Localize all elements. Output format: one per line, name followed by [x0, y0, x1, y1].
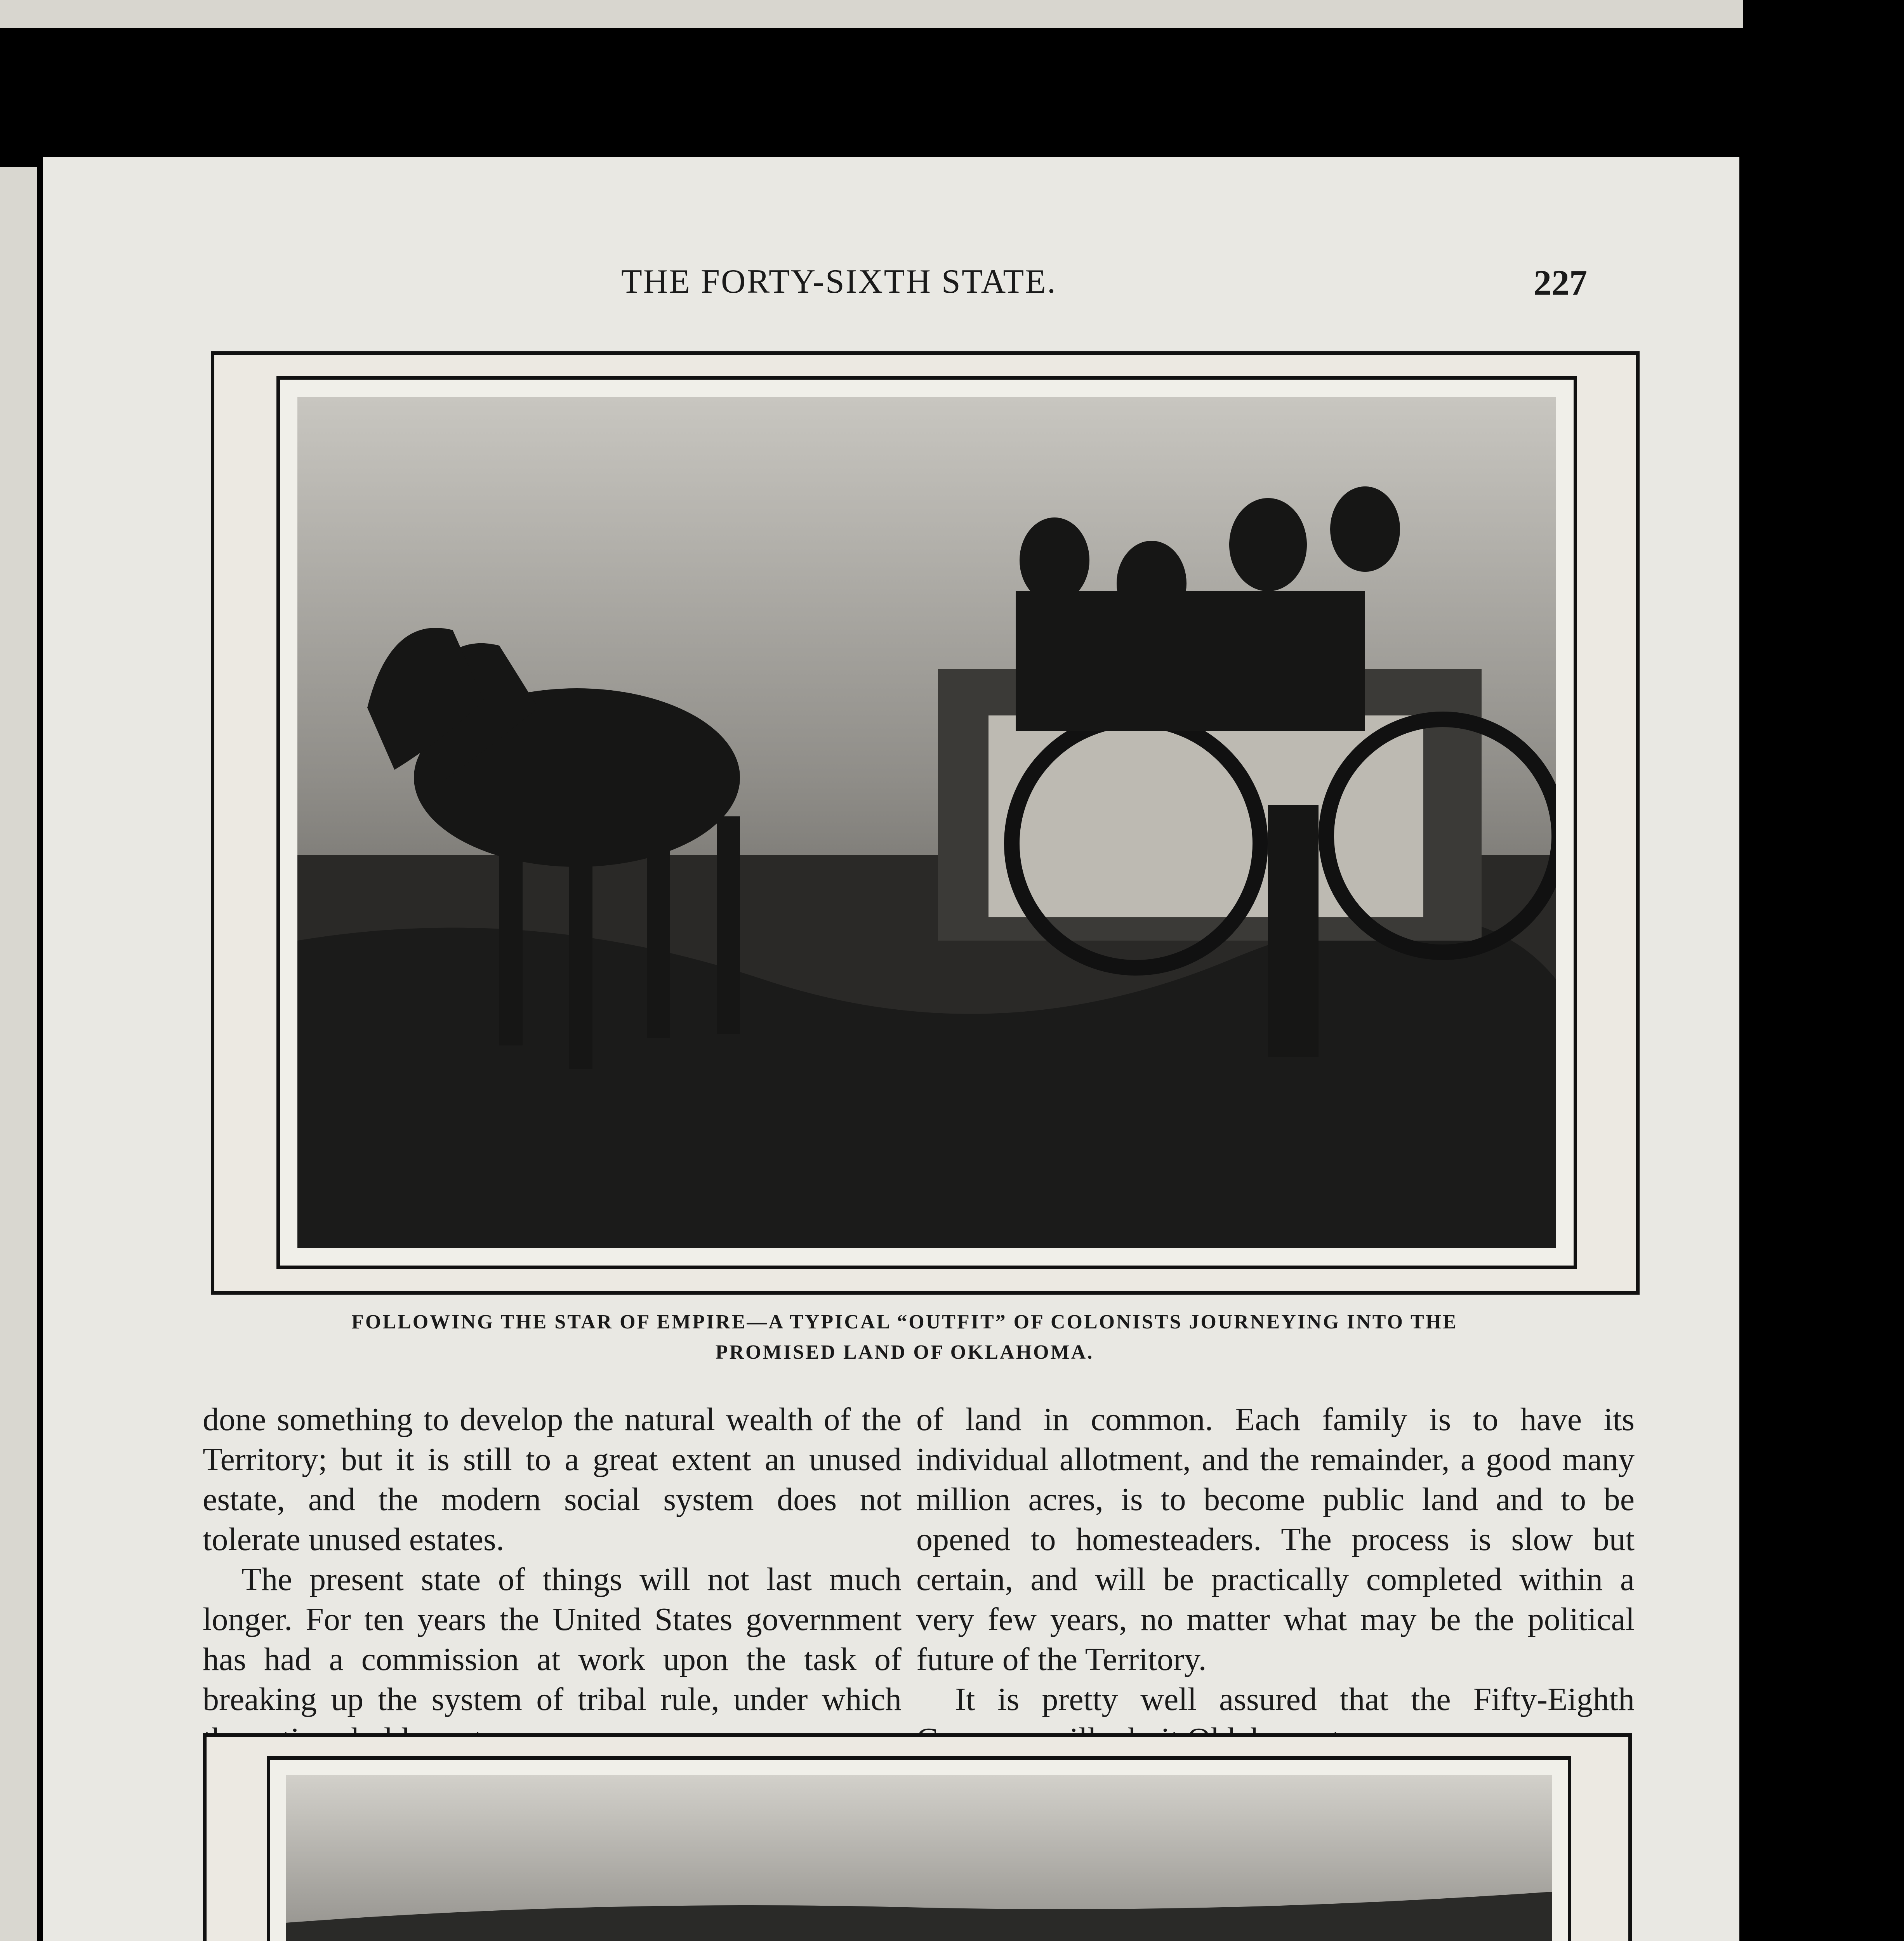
camp-photo-illustration [286, 1775, 1552, 1941]
text-column-left [203, 1399, 902, 1759]
figure-wagon-caption [175, 1307, 1635, 1368]
left-paragraph-2: The present state of things will not last much longer. For ten years the United States government has had a commission at work upon the task of breaking up the system of tribal rule, under which [203, 1561, 902, 1717]
right-paragraph-2: It is pretty well assured that the Fifty-Eighth [955, 1681, 1635, 1717]
wagon-photo-illustration [297, 397, 1556, 1248]
magazine-page [43, 157, 1739, 1941]
figure-wagon-caption-line2: PROMISED LAND OF OKLAHOMA. [715, 1341, 1094, 1363]
text-column-right [916, 1399, 1635, 1759]
previous-page-edge [0, 0, 1743, 28]
wagon-photograph [297, 397, 1556, 1248]
page-number: 227 [1534, 263, 1587, 302]
camp-photograph [286, 1775, 1552, 1941]
facing-page-edge [0, 167, 37, 1941]
figure-camp-plate [203, 1733, 1632, 1941]
figure-wagon-frame [276, 376, 1577, 1269]
figure-wagon-caption-line1: FOLLOWING THE STAR OF EMPIRE—A TYPICAL “OUTFIT” OF COLONISTS JOURNEYING INTO THE [351, 1311, 1458, 1333]
figure-camp-frame [267, 1756, 1571, 1941]
running-head: THE FORTY-SIXTH STATE. [621, 263, 1057, 300]
page-header [43, 262, 1587, 324]
figure-wagon-plate [211, 351, 1640, 1295]
right-paragraph-1: of land in common. Each family is to have its individual allotment, and the remainder, a good many million acres, is to become public land and to be opened to homesteaders. The process is slow but certain, and will be practically completed within a very few years, no matter what may be the political future of the Territory. [916, 1401, 1635, 1677]
left-paragraph-1: done something to develop the natural wealth of the Territory; but it is still to a great extent an unused estate, and the modern social system does not tolerate unused estates. [203, 1401, 902, 1557]
